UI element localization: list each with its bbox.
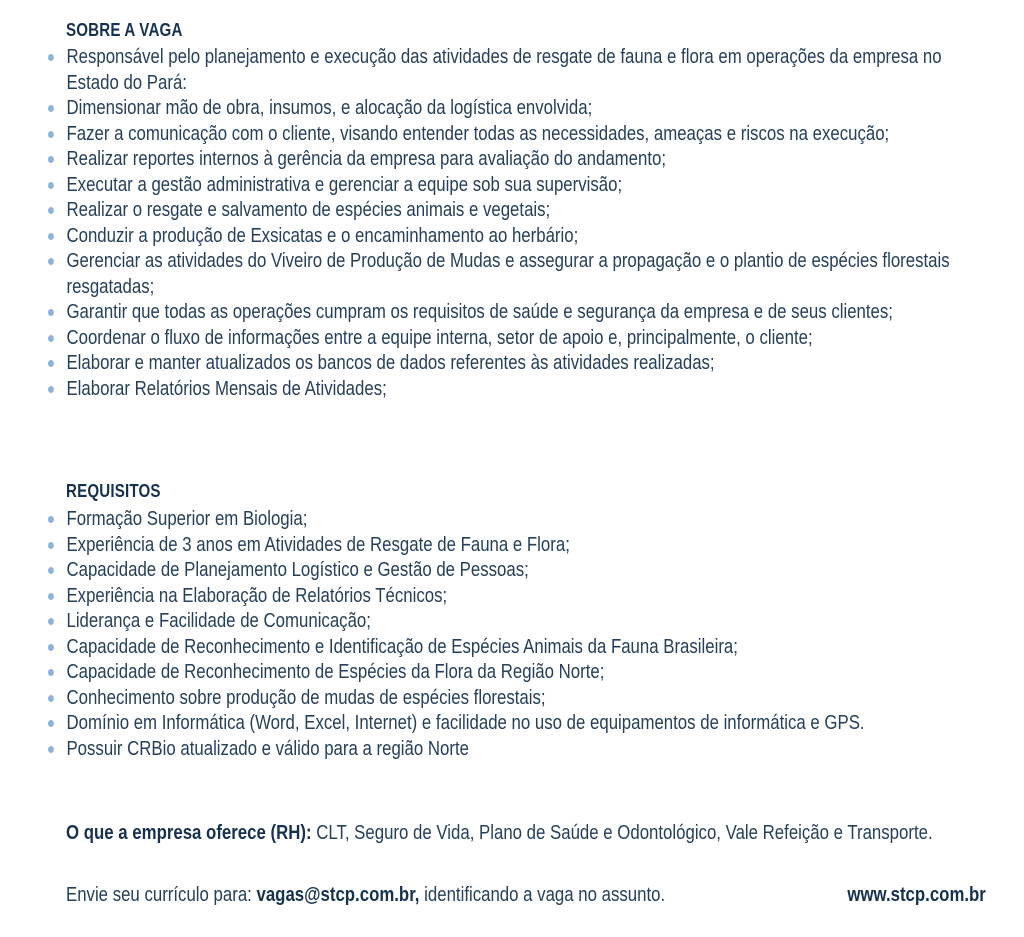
bullet-icon bbox=[48, 542, 54, 549]
bullet-icon bbox=[48, 131, 54, 138]
bullet-icon bbox=[48, 207, 54, 214]
list-item bbox=[48, 635, 972, 661]
bullet-icon bbox=[48, 182, 54, 189]
list-item bbox=[48, 147, 972, 173]
list-item-text: Domínio em Informática (Word, Excel, Internet) e facilidade no uso de equipamentos de informática e GPS. bbox=[66, 712, 865, 734]
bullet-icon bbox=[48, 335, 54, 342]
list-item-text: Fazer a comunicação com o cliente, visando entender todas as necessidades, ameaças e riscos na execução; bbox=[66, 122, 890, 145]
contact-suffix: identificando a vaga no assunto. bbox=[419, 884, 666, 906]
list-item-text: Experiência na Elaboração de Relatórios Técnicos; bbox=[66, 584, 448, 607]
list-item-text: Garantir que todas as operações cumpram os requisitos de saúde e segurança da empresa e de seus clientes; bbox=[66, 301, 893, 323]
list-item bbox=[48, 96, 972, 122]
bullet-icon bbox=[48, 360, 54, 367]
bullet-icon bbox=[48, 644, 54, 651]
bullet-icon bbox=[48, 516, 54, 523]
benefits-text: CLT, Seguro de Vida, Plano de Saúde e Odontológico, Vale Refeição e Transporte. bbox=[311, 822, 933, 844]
list-item-text: Elaborar e manter atualizados os bancos de dados referentes às atividades realizadas; bbox=[66, 352, 715, 374]
list-item bbox=[48, 737, 972, 763]
list-item bbox=[48, 609, 972, 635]
list-item bbox=[48, 584, 972, 610]
list-item-text: Executar a gestão administrativa e gerenciar a equipe sob sua supervisão; bbox=[66, 173, 623, 196]
list-item bbox=[48, 173, 972, 199]
bullet-icon bbox=[48, 309, 54, 316]
list-item bbox=[48, 686, 972, 712]
list-item-text: Responsável pelo planejamento e execução das atividades de resgate de fauna e flora em operações da empresa no Estado do Pará: bbox=[66, 46, 942, 94]
list-item bbox=[48, 377, 972, 403]
list-item bbox=[48, 660, 972, 686]
contact-prefix: Envie seu currículo para: bbox=[66, 884, 257, 906]
list-item bbox=[48, 507, 972, 533]
list-item bbox=[48, 533, 972, 559]
bullet-icon bbox=[48, 386, 54, 393]
list-item bbox=[48, 45, 972, 96]
list-item bbox=[48, 249, 972, 300]
list-item-text: Capacidade de Planejamento Logístico e Gestão de Pessoas; bbox=[66, 559, 529, 581]
bullet-icon bbox=[48, 156, 54, 163]
list-item-text: Capacidade de Reconhecimento e Identificação de Espécies Animais da Fauna Brasileira; bbox=[66, 635, 738, 658]
bullet-icon bbox=[48, 258, 54, 265]
list-item-text: Realizar reportes internos à gerência da empresa para avaliação do andamento; bbox=[66, 148, 667, 170]
requirements-list bbox=[48, 507, 972, 762]
bullet-icon bbox=[48, 746, 54, 753]
bullet-icon bbox=[48, 720, 54, 727]
bullet-icon bbox=[48, 105, 54, 112]
list-item-text: Coordenar o fluxo de informações entre a equipe interna, setor de apoio e, principalmente, o cliente; bbox=[66, 326, 813, 349]
list-item bbox=[48, 300, 972, 326]
contact-line bbox=[66, 883, 665, 908]
benefits-label: O que a empresa oferece (RH): bbox=[66, 822, 312, 844]
bullet-icon bbox=[48, 54, 54, 61]
bullet-icon bbox=[48, 233, 54, 240]
list-item-text: Liderança e Facilidade de Comunicação; bbox=[66, 610, 371, 632]
list-item-text: Conhecimento sobre produção de mudas de espécies florestais; bbox=[66, 686, 546, 709]
list-item bbox=[48, 122, 972, 148]
list-item-text: Elaborar Relatórios Mensais de Atividades; bbox=[66, 377, 387, 400]
contact-email-link[interactable]: vagas@stcp.com.br, bbox=[256, 884, 420, 906]
bullet-icon bbox=[48, 593, 54, 600]
list-item-text: Capacidade de Reconhecimento de Espécies da Flora da Região Norte; bbox=[66, 661, 605, 683]
list-item bbox=[48, 351, 972, 377]
list-item-text: Formação Superior em Biologia; bbox=[66, 508, 308, 530]
list-item-text: Experiência de 3 anos em Atividades de Resgate de Fauna e Flora; bbox=[66, 533, 570, 556]
about-title: SOBRE A VAGA bbox=[66, 20, 183, 40]
bullet-icon bbox=[48, 618, 54, 625]
bullet-icon bbox=[48, 669, 54, 676]
list-item-text: Conduzir a produção de Exsicatas e o encaminhamento ao herbário; bbox=[66, 224, 579, 247]
list-item-text: Realizar o resgate e salvamento de espécies animais e vegetais; bbox=[66, 199, 551, 221]
about-list bbox=[48, 45, 972, 402]
website-link[interactable]: www.stcp.com.br bbox=[847, 884, 986, 906]
bullet-icon bbox=[48, 695, 54, 702]
benefits-line bbox=[66, 821, 933, 846]
bullet-icon bbox=[48, 567, 54, 574]
list-item bbox=[48, 224, 972, 250]
list-item bbox=[48, 326, 972, 352]
list-item bbox=[48, 558, 972, 584]
requirements-title: REQUISITOS bbox=[66, 481, 161, 501]
list-item-text: Dimensionar mão de obra, insumos, e alocação da logística envolvida; bbox=[66, 97, 593, 119]
list-item bbox=[48, 711, 972, 737]
list-item-text: Possuir CRBio atualizado e válido para a região Norte bbox=[66, 737, 469, 760]
list-item bbox=[48, 198, 972, 224]
list-item-text: Gerenciar as atividades do Viveiro de Produção de Mudas e assegurar a propagação e o plantio de espécies florestais resgatadas; bbox=[66, 250, 950, 298]
